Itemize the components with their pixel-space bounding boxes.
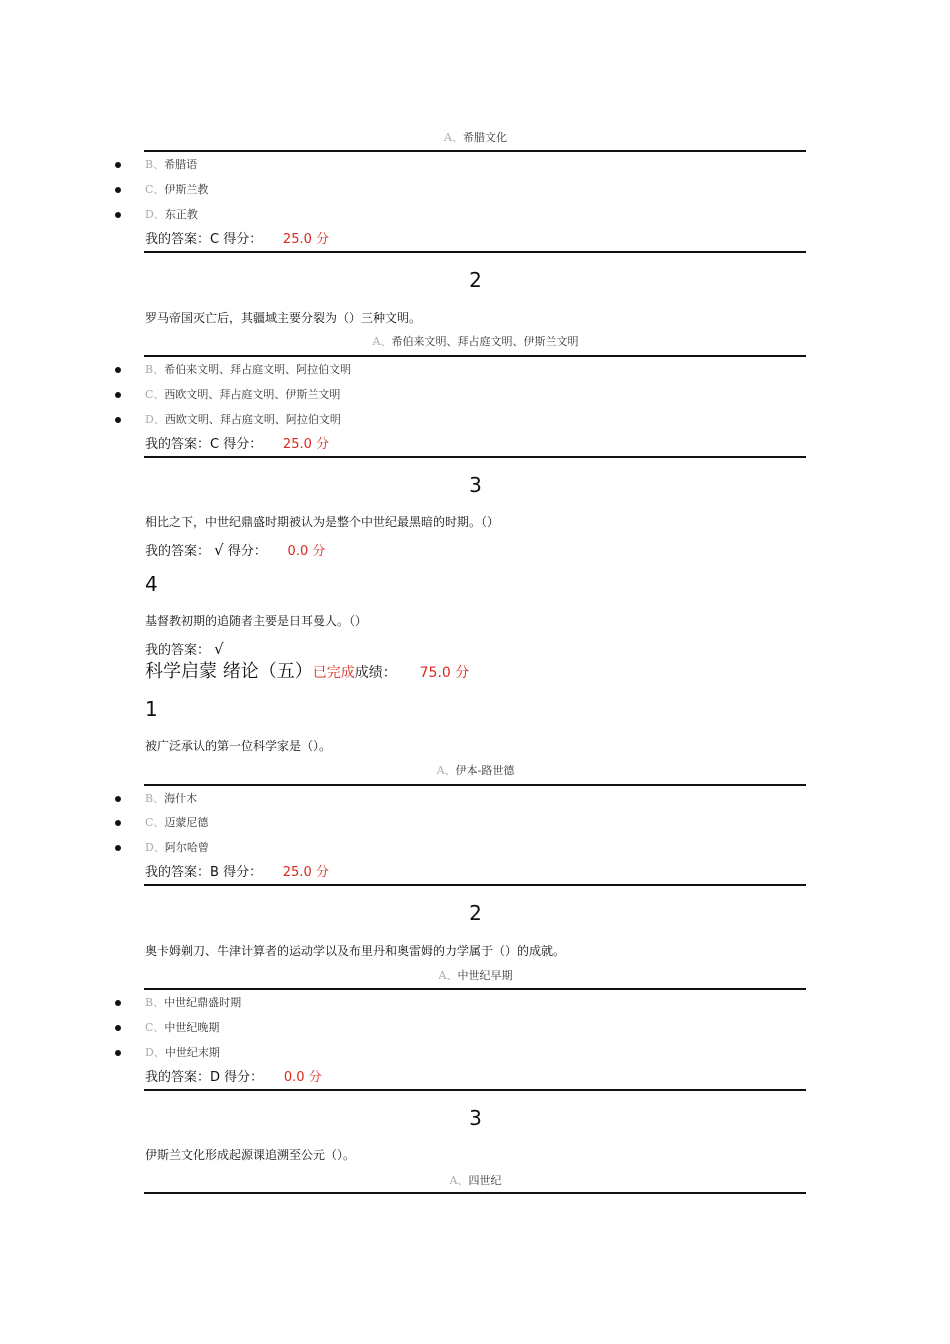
question-number: 4	[145, 572, 158, 596]
question-text: 伊斯兰文化形成起源课追溯至公元（）。	[145, 1148, 356, 1162]
question-number: 3	[469, 473, 482, 497]
option-d[interactable]: D、西欧文明、拜占庭文明、阿拉伯文明	[0, 413, 950, 429]
score: 25.0 分	[282, 437, 329, 452]
divider	[144, 456, 806, 458]
question-number: 3	[469, 1106, 482, 1130]
option-b[interactable]: B、希伯来文明、拜占庭文明、阿拉伯文明	[0, 363, 950, 379]
question-text: 罗马帝国灭亡后，其疆域主要分裂为（）三种文明。	[145, 311, 422, 325]
my-answer: 我的答案： √	[145, 640, 224, 658]
option-b[interactable]: B、中世纪鼎盛时期	[0, 996, 950, 1012]
bullet-icon	[115, 1025, 121, 1031]
divider	[144, 988, 806, 990]
bullet-icon	[115, 1000, 121, 1006]
bullet-icon	[115, 392, 121, 398]
option-d[interactable]: D、中世纪末期	[0, 1046, 950, 1062]
my-answer: 我的答案： √ 得分： 0.0 分	[145, 541, 326, 559]
option-a[interactable]: A、伊本-路世德	[436, 764, 515, 777]
score: 0.0 分	[287, 544, 326, 559]
bullet-icon	[115, 212, 121, 218]
section-title: 科学启蒙 绪论（五）已完成成绩： 75.0 分	[145, 661, 470, 682]
question-text: 基督教初期的追随者主要是日耳曼人。（）	[145, 614, 368, 628]
option-c[interactable]: C、西欧文明、拜占庭文明、伊斯兰文明	[0, 388, 950, 404]
bullet-icon	[115, 796, 121, 802]
divider	[144, 884, 806, 886]
bullet-icon	[115, 162, 121, 168]
question-text: 相比之下，中世纪鼎盛时期被认为是整个中世纪最黑暗的时期。（）	[145, 515, 500, 529]
option-a[interactable]: A、希伯来文明、拜占庭文明、伊斯兰文明	[372, 335, 579, 348]
option-d[interactable]: D、阿尔哈曾	[0, 841, 950, 857]
option-c[interactable]: C、中世纪晚期	[0, 1021, 950, 1037]
option-a[interactable]: A、希腊文化	[444, 131, 507, 144]
my-answer: 我的答案：C 得分： 25.0 分	[145, 232, 329, 247]
my-answer: 我的答案：C 得分： 25.0 分	[145, 437, 329, 452]
option-c[interactable]: C、伊斯兰教	[0, 183, 950, 199]
section-grade: 75.0 分	[419, 665, 470, 681]
question-text: 奥卡姆剃刀、牛津计算者的运动学以及布里丹和奥雷姆的力学属于（）的成就。	[145, 944, 566, 958]
divider	[144, 1089, 806, 1091]
divider	[144, 251, 806, 253]
option-a[interactable]: A、四世纪	[449, 1174, 502, 1187]
option-b[interactable]: B、海什木	[0, 792, 950, 808]
divider	[144, 1192, 806, 1194]
score: 25.0 分	[282, 865, 329, 880]
bullet-icon	[115, 417, 121, 423]
my-answer: 我的答案：B 得分： 25.0 分	[145, 865, 329, 880]
score: 25.0 分	[282, 232, 329, 247]
my-answer: 我的答案：D 得分： 0.0 分	[145, 1070, 322, 1085]
status-badge: 已完成	[312, 665, 355, 681]
bullet-icon	[115, 187, 121, 193]
divider	[144, 784, 806, 786]
divider	[144, 355, 806, 357]
bullet-icon	[115, 845, 121, 851]
option-a[interactable]: A、中世纪早期	[438, 969, 513, 982]
question-number: 2	[469, 268, 482, 292]
bullet-icon	[115, 1050, 121, 1056]
option-c[interactable]: C、迈蒙尼德	[0, 816, 950, 832]
question-number: 2	[469, 901, 482, 925]
option-b[interactable]: B、希腊语	[0, 158, 950, 174]
bullet-icon	[115, 367, 121, 373]
divider	[144, 150, 806, 152]
option-d[interactable]: D、东正教	[0, 208, 950, 224]
question-text: 被广泛承认的第一位科学家是（）。	[145, 739, 332, 753]
bullet-icon	[115, 820, 121, 826]
question-number: 1	[145, 697, 158, 721]
score: 0.0 分	[283, 1070, 322, 1085]
